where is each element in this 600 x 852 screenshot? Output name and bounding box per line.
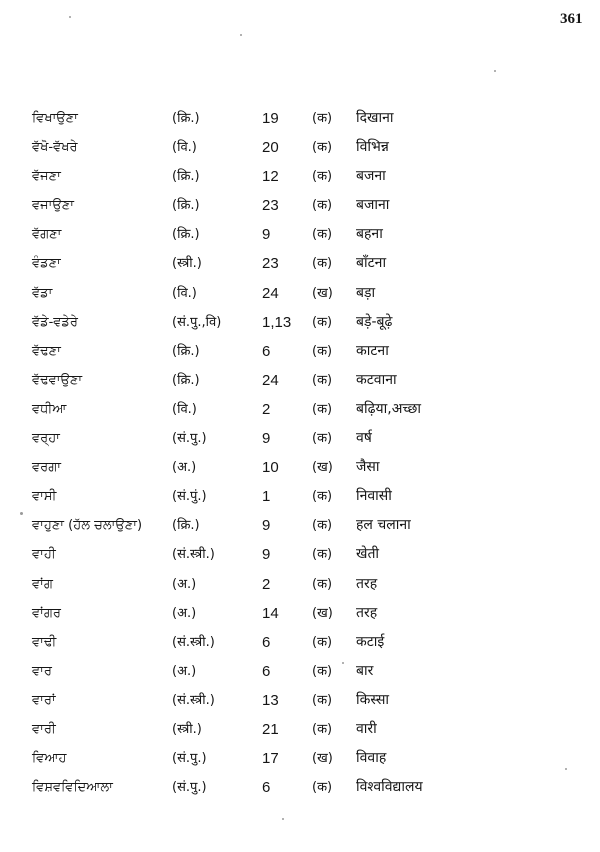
entry-hindi: बजाना — [356, 197, 390, 214]
entry-hindi: बजना — [356, 168, 386, 185]
entry-number: 1 — [262, 488, 271, 506]
entry-hindi: बढ़िया,अच्छा — [356, 400, 421, 417]
entry-number: 14 — [262, 604, 279, 622]
scan-speck — [494, 70, 496, 72]
entry-grammar: (सं.पु.) — [172, 751, 207, 767]
entry-hindi: जैसा — [356, 459, 380, 476]
entry-section: (क) — [312, 169, 333, 185]
glossary-row — [0, 308, 600, 337]
entry-number: 17 — [262, 750, 279, 768]
entry-number: 23 — [262, 197, 279, 215]
entry-hindi: विभिन्न — [356, 139, 389, 156]
entry-hindi: बहना — [356, 226, 383, 243]
entry-grammar: (सं.पु.,वि) — [172, 314, 222, 330]
entry-hindi: तरह — [356, 575, 378, 592]
glossary-row — [0, 715, 600, 744]
entry-grammar: (क्रि.) — [172, 111, 200, 126]
glossary-row — [0, 570, 600, 599]
entry-section: (क) — [312, 343, 333, 359]
glossary-list — [0, 104, 600, 802]
glossary-row — [0, 657, 600, 686]
entry-number: 9 — [262, 430, 271, 448]
entry-hindi: खेती — [356, 546, 380, 563]
entry-section: (क) — [312, 227, 333, 243]
entry-punjabi: ਵੰਡਣਾ — [32, 256, 61, 272]
glossary-row — [0, 628, 600, 657]
entry-punjabi: ਵੱਢਵਾਉਣਾ — [32, 372, 83, 388]
entry-punjabi: ਵਾਂਗ — [32, 576, 53, 592]
entry-punjabi: ਵਾਢੀ — [32, 634, 57, 650]
entry-grammar: (क्रि.) — [172, 227, 200, 243]
entry-section: (क) — [312, 372, 333, 388]
glossary-row — [0, 511, 600, 540]
entry-number: 19 — [262, 110, 279, 127]
entry-number: 1,13 — [262, 313, 292, 331]
entry-punjabi: ਵਾਰ — [32, 663, 52, 679]
glossary-row — [0, 133, 600, 162]
entry-number: 2 — [262, 575, 271, 593]
entry-hindi: वारी — [356, 720, 377, 737]
entry-hindi: बड़ा — [356, 284, 376, 301]
glossary-row — [0, 279, 600, 308]
entry-grammar: (सं.स्त्री.) — [172, 692, 215, 708]
entry-number: 6 — [262, 662, 271, 680]
entry-hindi: किस्सा — [356, 691, 390, 708]
entry-punjabi: ਵੱਢਣਾ — [32, 343, 61, 359]
entry-section: (क) — [312, 489, 333, 505]
scan-speck — [240, 34, 242, 36]
entry-grammar: (स्त्री.) — [172, 256, 202, 272]
entry-hindi: बाँटना — [356, 255, 387, 272]
scan-speck — [565, 768, 567, 770]
entry-grammar: (वि.) — [172, 285, 197, 301]
glossary-row — [0, 482, 600, 511]
entry-grammar: (क्रि.) — [172, 372, 200, 388]
entry-grammar: (सं.स्त्री.) — [172, 634, 215, 650]
entry-punjabi: ਵਾਰਾਂ — [32, 692, 56, 708]
entry-punjabi: ਵਿਖਾਉਣਾ — [32, 111, 78, 126]
entry-section: (क) — [312, 721, 333, 737]
scan-speck — [282, 818, 284, 820]
entry-hindi: वर्ष — [356, 430, 372, 447]
glossary-row — [0, 191, 600, 220]
entry-section: (क) — [312, 314, 333, 330]
entry-punjabi: ਵਿਆਹ — [32, 751, 67, 767]
glossary-row — [0, 540, 600, 569]
entry-number: 10 — [262, 459, 279, 477]
entry-number: 21 — [262, 720, 279, 738]
entry-section: (क) — [312, 547, 333, 563]
entry-punjabi: ਵੱਡੇ-ਵਡੇਰੇ — [32, 314, 78, 330]
entry-grammar: (अ.) — [172, 576, 197, 592]
glossary-row — [0, 773, 600, 802]
entry-punjabi: ਵਧੀਆ — [32, 401, 67, 417]
entry-section: (क) — [312, 111, 333, 126]
glossary-row — [0, 395, 600, 424]
glossary-row — [0, 104, 600, 133]
entry-number: 6 — [262, 779, 271, 797]
entry-section: (ख) — [312, 460, 333, 476]
entry-grammar: (क्रि.) — [172, 169, 200, 185]
entry-punjabi: ਵੱਗਣਾ — [32, 227, 62, 243]
entry-punjabi: ਵਾਰੀ — [32, 721, 56, 737]
entry-grammar: (वि.) — [172, 140, 197, 156]
entry-number: 9 — [262, 517, 271, 535]
entry-punjabi: ਵੱਡਾ — [32, 285, 53, 301]
entry-hindi: तरह — [356, 604, 378, 621]
entry-section: (ख) — [312, 751, 333, 767]
entry-number: 9 — [262, 226, 271, 244]
entry-hindi: कटवाना — [356, 371, 397, 388]
page-number: 361 — [560, 11, 583, 27]
entry-section: (क) — [312, 663, 333, 679]
entry-section: (क) — [312, 140, 333, 156]
entry-hindi: कटाई — [356, 633, 385, 650]
entry-punjabi: ਵਾਂਗਰ — [32, 605, 61, 621]
entry-hindi: बार — [356, 662, 374, 679]
entry-grammar: (सं.स्त्री.) — [172, 547, 215, 563]
glossary-row — [0, 162, 600, 191]
entry-number: 23 — [262, 255, 279, 273]
entry-grammar: (अ.) — [172, 663, 197, 679]
entry-hindi: बड़े-बूढ़े — [356, 313, 393, 330]
entry-number: 2 — [262, 400, 271, 418]
glossary-row — [0, 599, 600, 628]
glossary-row — [0, 686, 600, 715]
entry-number: 6 — [262, 342, 271, 360]
entry-punjabi: ਵਾਹੀ — [32, 547, 56, 563]
entry-number: 13 — [262, 691, 279, 709]
scan-speck — [20, 512, 23, 515]
entry-section: (ख) — [312, 605, 333, 621]
entry-hindi: काटना — [356, 342, 389, 359]
entry-punjabi: ਵਿਸ਼ਵਵਿਦਿਆਲਾ — [32, 780, 113, 796]
glossary-row — [0, 220, 600, 249]
glossary-row — [0, 744, 600, 773]
entry-punjabi: ਵਰਗਾ — [32, 460, 61, 476]
entry-section: (क) — [312, 401, 333, 417]
glossary-row — [0, 453, 600, 482]
entry-section: (क) — [312, 634, 333, 650]
glossary-row — [0, 366, 600, 395]
glossary-row — [0, 424, 600, 453]
entry-grammar: (वि.) — [172, 401, 197, 417]
entry-number: 9 — [262, 546, 271, 564]
entry-section: (क) — [312, 431, 333, 447]
entry-hindi: दिखाना — [356, 110, 394, 126]
entry-grammar: (क्रि.) — [172, 198, 200, 214]
entry-punjabi: ਵਜਾਉਣਾ — [32, 198, 74, 214]
entry-section: (क) — [312, 780, 333, 796]
glossary-row — [0, 249, 600, 278]
entry-section: (क) — [312, 692, 333, 708]
entry-hindi: विश्वविद्यालय — [356, 779, 423, 796]
entry-grammar: (क्रि.) — [172, 518, 200, 534]
entry-hindi: हल चलाना — [356, 517, 411, 534]
entry-section: (क) — [312, 576, 333, 592]
scan-speck — [69, 16, 71, 18]
entry-punjabi: ਵੱਜਣਾ — [32, 169, 61, 185]
entry-hindi: विवाह — [356, 750, 387, 767]
entry-section: (क) — [312, 518, 333, 534]
entry-section: (क) — [312, 256, 333, 272]
glossary-row — [0, 337, 600, 366]
entry-punjabi: ਵਾਹੁਣਾ (ਹੱਲ ਚਲਾਉਣਾ) — [32, 518, 143, 534]
entry-grammar: (स्त्री.) — [172, 721, 202, 737]
entry-grammar: (अ.) — [172, 605, 197, 621]
entry-grammar: (क्रि.) — [172, 343, 200, 359]
entry-hindi: निवासी — [356, 488, 392, 505]
entry-section: (क) — [312, 198, 333, 214]
entry-grammar: (अ.) — [172, 460, 197, 476]
scan-speck — [342, 662, 344, 664]
entry-grammar: (सं.पु.) — [172, 431, 207, 447]
entry-grammar: (सं.पु.) — [172, 780, 207, 796]
entry-punjabi: ਵਰ੍ਹਾ — [32, 431, 60, 447]
entry-punjabi: ਵੱਖੋ-ਵੱਖਰੇ — [32, 140, 78, 156]
entry-number: 12 — [262, 168, 279, 186]
entry-section: (ख) — [312, 285, 333, 301]
entry-punjabi: ਵਾਸੀ — [32, 489, 57, 505]
entry-grammar: (सं.पुं.) — [172, 489, 207, 505]
entry-number: 6 — [262, 633, 271, 651]
entry-number: 24 — [262, 284, 279, 302]
entry-number: 24 — [262, 371, 279, 389]
entry-number: 20 — [262, 139, 279, 157]
